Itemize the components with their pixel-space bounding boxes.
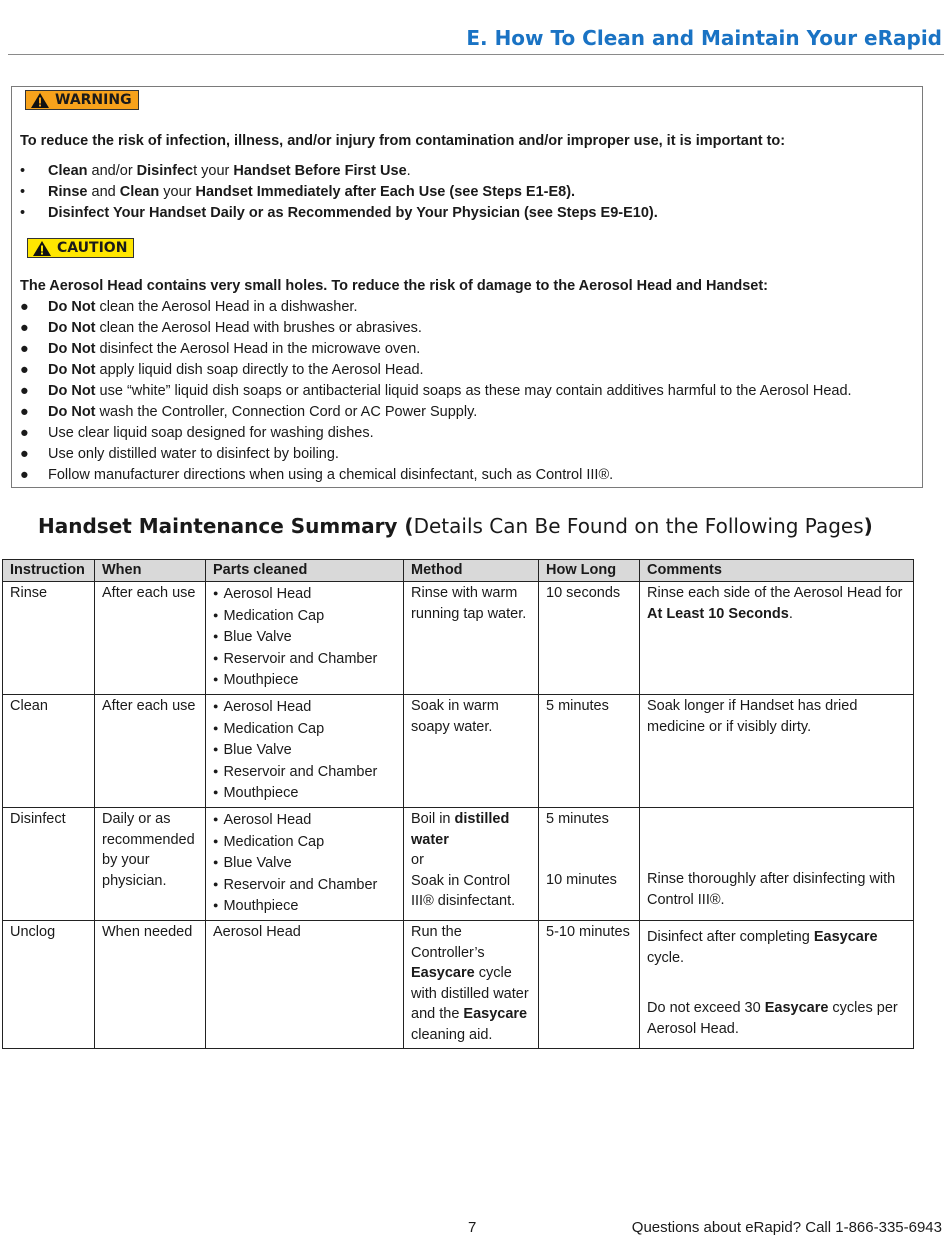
table-row xyxy=(3,807,914,920)
caution-bullet: ● Do Not disinfect the Aerosol Head in the microwave oven. xyxy=(20,341,421,357)
column-header: How Long xyxy=(539,560,640,582)
cell-when: Daily or as recommended by your physician. xyxy=(95,807,206,920)
warning-badge-label: WARNING xyxy=(55,92,132,108)
warning-bullet: • Rinse and Clean your Handset Immediately after Each Use (see Steps E1-E8). xyxy=(20,184,576,200)
column-header: Method xyxy=(404,560,539,582)
cell-parts: ● Aerosol Head ● Medication Cap ● Blue Valve ● Reservoir and Chamber ● Mouthpiece xyxy=(206,582,404,695)
cell-when: After each use xyxy=(95,582,206,695)
warning-triangle-icon xyxy=(30,92,50,109)
cell-instruction: Unclog xyxy=(3,920,95,1049)
caution-bullet: ● Use only distilled water to disinfect by boiling. xyxy=(20,446,339,462)
caution-bullet: ● Do Not use “white” liquid dish soaps or antibacterial liquid soaps as these may contain additives harmful to the Aerosol Head. xyxy=(20,383,852,399)
cell-method: Rinse with warm running tap water. xyxy=(404,582,539,695)
cell-comments: Soak longer if Handset has dried medicine or if visibly dirty. xyxy=(640,694,914,807)
cell-comments: Rinse thoroughly after disinfecting with Control III®. xyxy=(640,807,914,920)
caution-triangle-icon xyxy=(32,240,52,257)
cell-how-long: 5 minutes 10 minutes xyxy=(539,807,640,920)
cell-method: Soak in warm soapy water. xyxy=(404,694,539,807)
cell-instruction: Clean xyxy=(3,694,95,807)
cell-comments: Disinfect after completing Easycare cycle. Do not exceed 30 Easycare cycles per Aerosol Head. xyxy=(640,920,914,1049)
warning-bullet: • Clean and/or Disinfect your Handset Before First Use. xyxy=(20,163,411,179)
column-header: When xyxy=(95,560,206,582)
cell-method: Run the Controller’s Easycare cycle with distilled water and the Easycare cleaning aid. xyxy=(404,920,539,1049)
caution-bullet: ● Do Not clean the Aerosol Head with brushes or abrasives. xyxy=(20,320,422,336)
cell-how-long: 5 minutes xyxy=(539,694,640,807)
warning-badge xyxy=(25,90,139,110)
summary-heading: Handset Maintenance Summary (Details Can Be Found on the Following Pages) xyxy=(38,514,873,538)
cell-parts: ● Aerosol Head ● Medication Cap ● Blue Valve ● Reservoir and Chamber ● Mouthpiece xyxy=(206,807,404,920)
cell-parts: Aerosol Head xyxy=(206,920,404,1049)
cell-how-long: 5-10 minutes xyxy=(539,920,640,1049)
caution-bullet: ● Do Not apply liquid dish soap directly to the Aerosol Head. xyxy=(20,362,424,378)
cell-parts: ● Aerosol Head ● Medication Cap ● Blue Valve ● Reservoir and Chamber ● Mouthpiece xyxy=(206,694,404,807)
warning-box xyxy=(11,86,923,488)
table-row xyxy=(3,582,914,695)
cell-how-long: 10 seconds xyxy=(539,582,640,695)
footer-contact: Questions about eRapid? Call 1-866-335-6943 xyxy=(631,1219,942,1236)
header-divider xyxy=(8,54,944,55)
table-row xyxy=(3,920,914,1049)
maintenance-table xyxy=(2,559,914,1049)
caution-badge-label: CAUTION xyxy=(57,240,128,256)
table-row xyxy=(3,694,914,807)
table-header-row xyxy=(3,560,914,582)
caution-bullet: ● Follow manufacturer directions when using a chemical disinfectant, such as Control III®. xyxy=(20,467,614,483)
cell-instruction: Disinfect xyxy=(3,807,95,920)
column-header: Instruction xyxy=(3,560,95,582)
section-title: E. How To Clean and Maintain Your eRapid xyxy=(466,26,942,50)
cell-when: When needed xyxy=(95,920,206,1049)
caution-bullet: ● Do Not wash the Controller, Connection Cord or AC Power Supply. xyxy=(20,404,478,420)
column-header: Comments xyxy=(640,560,914,582)
page-number: 7 xyxy=(468,1219,477,1236)
cell-method: Boil in distilled water or Soak in Control III® disinfectant. xyxy=(404,807,539,920)
caution-bullet: ● Do Not clean the Aerosol Head in a dishwasher. xyxy=(20,299,358,315)
cell-comments: Rinse each side of the Aerosol Head for At Least 10 Seconds. xyxy=(640,582,914,695)
cell-instruction: Rinse xyxy=(3,582,95,695)
column-header: Parts cleaned xyxy=(206,560,404,582)
caution-intro: The Aerosol Head contains very small holes. To reduce the risk of damage to the Aerosol Head and Handset: xyxy=(20,278,769,294)
cell-when: After each use xyxy=(95,694,206,807)
caution-badge xyxy=(27,238,134,258)
warning-intro: To reduce the risk of infection, illness, and/or injury from contamination and/or improper use, it is important to: xyxy=(20,133,786,149)
warning-bullet: • Disinfect Your Handset Daily or as Recommended by Your Physician (see Steps E9-E10). xyxy=(20,205,658,221)
caution-bullet: ● Use clear liquid soap designed for washing dishes. xyxy=(20,425,374,441)
